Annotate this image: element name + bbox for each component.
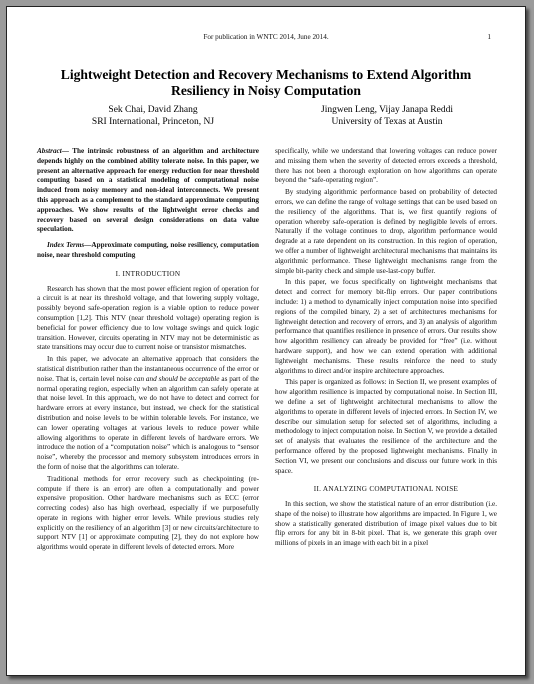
author-names: Jingwen Leng, Vijay Janapa Reddi [321,105,453,115]
abstract-label: Abstract— [37,147,69,155]
author-block-1 [43,104,263,128]
author-affiliation: SRI International, Princeton, NJ [91,117,215,127]
section-heading-analyzing: II. ANALYZING COMPUTATIONAL NOISE [313,485,459,494]
author-block-2 [277,104,497,128]
author-names: Sek Chai, David Zhang [108,105,198,115]
right-column [275,147,497,551]
abstract-text: The intrinsic robustness of an algorithm and architecture depends highly on the combined ability tolerate noise. In this paper, we present an alternative approach for energy reduction for near threshold computing based on a statistical modeling of computational noise induced from noisy memory and non-ideal interconnects. We present this approach as a complement to the standard approximate computing approaches. We show results of the lightweight error checks and recovery based on several design considerations on data value speculation. [37,147,259,234]
paragraph [37,355,259,473]
paragraph: Research has shown that the most power efficient region of operation for a circuit is at near its threshold voltage, and that lowering supply voltage, possibly beyond safe-operation region is a viable option to reduce power consumption [1,2]. This NTV (near threshold voltage) operating region is beneficial for power efficiency due to low voltage swings and quick logic transition. However, circuits operating in NTV may not be deterministic as state transitions may occur due to current noise or transistor mismatches. [37,284,259,352]
page-number: 1 [487,33,491,41]
paragraph: specifically, while we understand that lowering voltages can reduce power and missing them when the severity of detected errors exceeds a threshold, there has not been a thorough exploration on how algorithms can operate beyond the “safe-operating region”. [275,147,497,185]
paragraph: This paper is organized as follows: in Section II, we present examples of how algorithm resilience is impacted by computational noise. In Section III, we define a set of lightweight architectural mechanisms to allow the algorithms to operate in different levels of injected errors. In Section IV, we describe our simulation setup for selected set of algorithms, including a methodology to inject computation noise. In Section V, we provide a detailed set of analysis that evaluates the resilience of the architecture and the performance offered by the proposed lightweight mechanisms. Finally in Section VI, we present our conclusions and discuss our future work in this space. [275,378,497,475]
paragraph: In this section, we show the statistical nature of an error distribution (i.e. shape of the noise) to illustrate how algorithms are impacted. In Figure 1, we show a statistically generated distribution of image pixel values due to bit flip errors for any bit in 8-bit pixel. That is, we generate this graph over millions of pixels in an image with each bit in a pixel [275,500,497,548]
paper-title: Lightweight Detection and Recovery Mechanisms to Extend Algorithm Resiliency in Noisy Computation [60,67,472,98]
paper-page [6,6,526,676]
emphasis-text: can and should be acceptable [133,374,220,383]
index-terms [37,241,259,261]
paragraph: In this paper, we focus specifically on lightweight mechanisms that detect and correct for memory bit-flip errors. Our paper contributions include: 1) a method to dynamically inject computation noise into specified regions of the compiled binary, 2) a set of architectures mechanisms for lightweight detection and recovery of errors, and 3) an analysis of algorithm performance that quantifies resilience in presence of errors. Our results show how algorithm resiliency can already be provided for “free” (i.e. without hardware support), and how we can extend operation with additional lightweight mechanisms. These results reinforce the need to study algorithms to direct and/or inspire architecture approaches. [275,278,497,375]
running-header: For publication in WNTC 2014, June 2014. [203,33,329,41]
abstract [37,147,259,235]
paragraph: Traditional methods for error recovery such as checkpointing (re-compute if there is an error) are often a computationally and power expensive proposition. Other hardware mechanisms such as ECC (error correcting codes) also has high overhead, especially if we purposefully operate in regions with higher error levels. While previous studies rely explicitly on the resiliency of an algorithm [3] or new circuits/architecture to support NTV [1] or approximate computing [2], they do not explore how algorithms would operate in different levels of detected errors. More [37,474,259,552]
section-heading-introduction: I. INTRODUCTION [115,269,181,278]
left-column [37,147,259,555]
index-terms-text: Approximate computing, noise resiliency, computation noise, near threshold computing [37,241,260,259]
author-affiliation: University of Texas at Austin [331,117,443,127]
paragraph-text: as part of the normal operating region, especially when an algorithm can safely operate at that noise level. In this approach, we do not have to detect and correct for hardware errors at every instance, but instead, we check for the statistical distribution and noise levels to be within tolerable levels. For instance, we can lower operating voltages at various levels to reduce power while allowing algorithms to operate in different levels of hardware errors. We introduce the notion of a “computation noise” which is analogous to “sensor noise”, whereby the processor and memory subsystem introduces errors in the form of noise that the algorithms can tolerate. [37,374,259,471]
index-terms-label: Index Terms— [47,241,92,250]
paragraph-text: In this paper, we advocate an alternative approach that considers the statistical distribution rather than the instantaneous occurrence of the error or noise. That is, certain level noise [37,355,259,383]
paragraph: By studying algorithmic performance based on probability of detected errors, we can define the range of voltage settings that can be used based on the resiliency of the algorithms. That is, we first quantify regions of operation whereby safe-operation is defined by negligible levels of errors. Naturally if the voltage continues to drop, algorithm performance would degrade at a rate dependent on its construction. In this region of operation, we offer a number of lightweight architectural mechanisms that maintains its algorithmic performance. These lightweight mechanisms range from the simple bit-parity check and simple use-last-copy buffer. [275,188,497,275]
